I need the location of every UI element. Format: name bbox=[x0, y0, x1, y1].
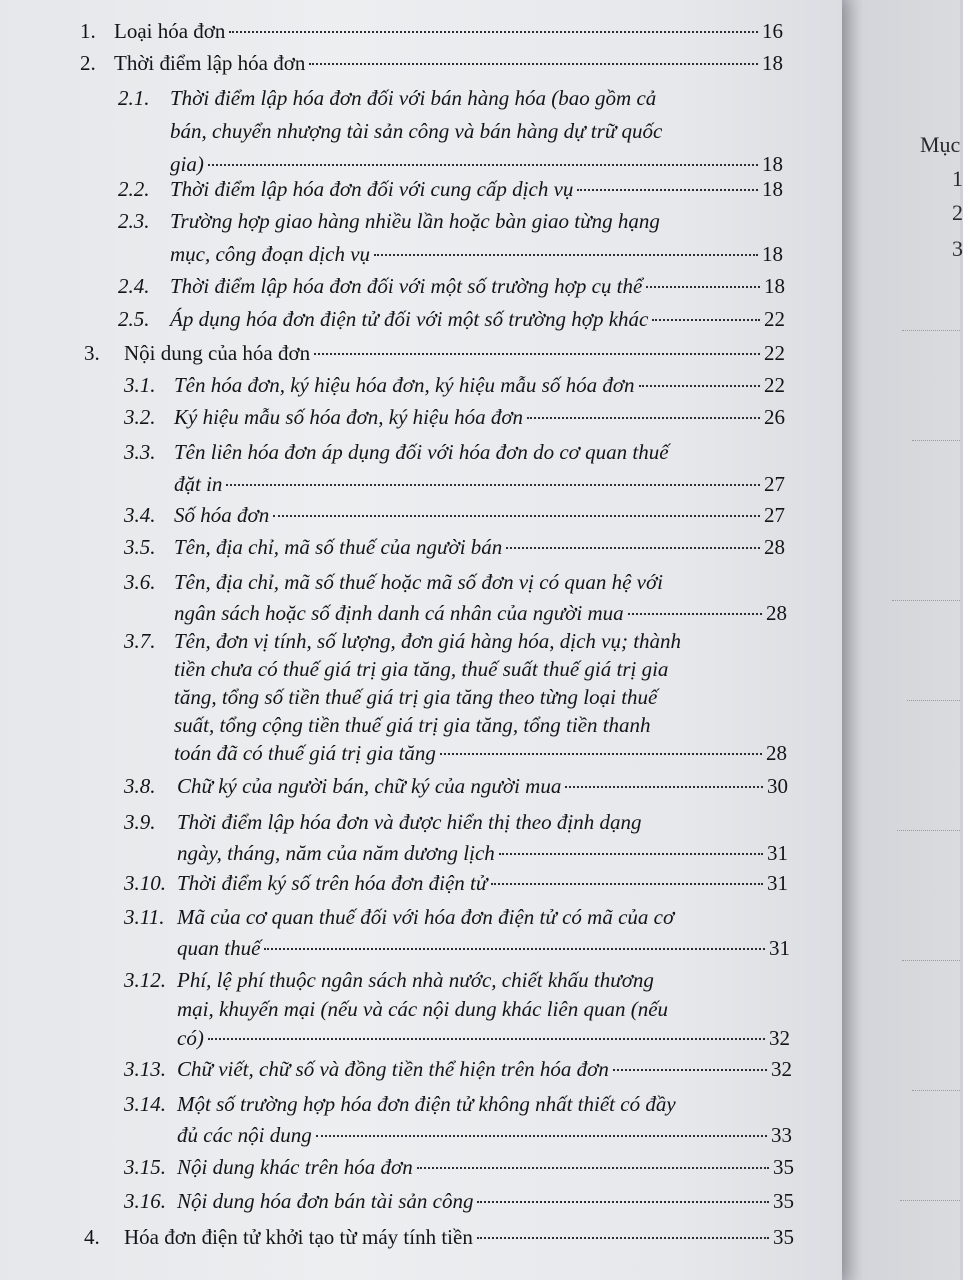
toc-entry-title-line: Thời điểm lập hóa đơn đối với bán hàng hóa (bao gồm cả bbox=[170, 86, 657, 110]
toc-entry-number: 3.14. bbox=[124, 1092, 166, 1116]
bleed-through-line bbox=[900, 1200, 960, 1201]
toc-entry-title-line: Một số trường hợp hóa đơn điện tử không nhất thiết có đầy bbox=[177, 1092, 676, 1116]
toc-entry-number: 2.5. bbox=[118, 307, 150, 331]
toc-page-number: 35 bbox=[773, 1189, 794, 1213]
toc-page-number: 18 bbox=[762, 152, 783, 176]
toc-entry-title-line: Thời điểm lập hóa đơn và được hiển thị theo định dạng bbox=[177, 810, 642, 834]
toc-page-number: 33 bbox=[771, 1123, 792, 1147]
toc-entry-title-line: Tên, địa chỉ, mã số thuế của người bán bbox=[174, 535, 503, 559]
toc-entry-title-line: Loại hóa đơn bbox=[114, 19, 226, 43]
toc-entry-title-line: Thời điểm lập hóa đơn đối với một số trường hợp cụ thể bbox=[170, 274, 643, 298]
toc-entry-title-line: Phí, lệ phí thuộc ngân sách nhà nước, chiết khấu thương bbox=[177, 968, 654, 992]
toc-entry-number: 2. bbox=[80, 51, 96, 75]
toc-page-number: 32 bbox=[771, 1057, 792, 1081]
toc-entry bbox=[0, 304, 842, 334]
toc-entry-title-line: mại, khuyến mại (nếu và các nội dung khác liên quan (nếu bbox=[177, 997, 669, 1021]
bleed-through-line bbox=[897, 830, 960, 831]
toc-page-number: 35 bbox=[773, 1155, 794, 1179]
toc-entry-title-line: Nội dung của hóa đơn bbox=[124, 341, 311, 365]
toc-page-number: 26 bbox=[764, 405, 785, 429]
toc-entry-number: 1. bbox=[80, 19, 96, 43]
toc-page-number: 31 bbox=[767, 841, 788, 865]
dot-leader bbox=[477, 1201, 769, 1203]
toc-entry-title-line: toán đã có thuế giá trị gia tăng bbox=[174, 741, 436, 765]
bleed-through-line bbox=[902, 960, 960, 961]
toc-entry bbox=[0, 771, 842, 801]
toc-page-number: 31 bbox=[769, 936, 790, 960]
toc-entry-number: 2.1. bbox=[118, 86, 150, 110]
dot-leader bbox=[628, 613, 762, 615]
toc-entry bbox=[0, 338, 842, 368]
dot-leader bbox=[264, 948, 765, 950]
toc-entry-title-line: Tên, địa chỉ, mã số thuế hoặc mã số đơn vị có quan hệ với bbox=[174, 570, 664, 594]
toc-entry bbox=[0, 206, 842, 269]
toc-page-number: 18 bbox=[762, 242, 783, 266]
toc-page-number: 22 bbox=[764, 341, 785, 365]
toc-entry-title-line: Thời điểm ký số trên hóa đơn điện tử bbox=[177, 871, 488, 895]
bleed-through-line bbox=[907, 700, 960, 701]
toc-entry-last-line bbox=[177, 1023, 790, 1053]
toc-entry-last-line bbox=[177, 1120, 792, 1150]
toc-page-number: 30 bbox=[767, 774, 788, 798]
toc-entry-last-line bbox=[174, 402, 785, 432]
toc-entry-last-line bbox=[174, 500, 785, 530]
dot-leader bbox=[314, 353, 760, 355]
toc-entry-number: 2.2. bbox=[118, 177, 150, 201]
dot-leader bbox=[208, 1038, 765, 1040]
toc-entry-title-line: tăng, tổng số tiền thuế giá trị gia tăng theo từng loại thuế bbox=[174, 685, 658, 709]
toc-entry-number: 3.15. bbox=[124, 1155, 166, 1179]
toc-entry bbox=[0, 1152, 842, 1182]
adjacent-page-numeral: 1 bbox=[952, 166, 963, 191]
toc-entry-title-line: tiền chưa có thuế giá trị gia tăng, thuế suất thuế giá trị gia bbox=[174, 657, 669, 681]
toc-entry-last-line bbox=[174, 370, 785, 400]
toc-entry bbox=[0, 48, 842, 78]
dot-leader bbox=[646, 286, 760, 288]
dot-leader bbox=[316, 1135, 767, 1137]
toc-entry bbox=[0, 437, 842, 499]
toc-entry-last-line bbox=[114, 48, 783, 78]
toc-entry-number: 2.4. bbox=[118, 274, 150, 298]
toc-entry-title-line: Tên hóa đơn, ký hiệu hóa đơn, ký hiệu mẫu số hóa đơn bbox=[174, 373, 635, 397]
toc-entry-title-line: ngân sách hoặc số định danh cá nhân của người mua bbox=[174, 601, 624, 625]
toc-entry-number: 3.13. bbox=[124, 1057, 166, 1081]
toc-entry-number: 3.11. bbox=[124, 905, 165, 929]
toc-page-number: 28 bbox=[766, 601, 787, 625]
toc-entry-number: 3.6. bbox=[124, 570, 156, 594]
dot-leader bbox=[499, 853, 763, 855]
toc-entry bbox=[0, 1222, 842, 1252]
dot-leader bbox=[613, 1069, 767, 1071]
toc-page-number: 32 bbox=[769, 1026, 790, 1050]
toc-entry-number: 3.4. bbox=[124, 503, 156, 527]
dot-leader bbox=[506, 547, 760, 549]
toc-entry-title-line: quan thuế bbox=[177, 936, 261, 960]
toc-entry bbox=[0, 500, 842, 530]
dot-leader bbox=[440, 753, 762, 755]
dot-leader bbox=[527, 417, 760, 419]
toc-entry-number: 3.16. bbox=[124, 1189, 166, 1213]
dot-leader bbox=[639, 385, 760, 387]
toc-entry-last-line bbox=[177, 1186, 794, 1216]
dot-leader bbox=[577, 189, 758, 191]
toc-entry-title-line: Thời điểm lập hóa đơn bbox=[114, 51, 306, 75]
toc-entry bbox=[0, 271, 842, 301]
toc-entry-number: 3. bbox=[84, 341, 100, 365]
toc-entry-title-line: Tên, đơn vị tính, số lượng, đơn giá hàng hóa, dịch vụ; thành bbox=[174, 629, 682, 653]
toc-entry-last-line bbox=[170, 174, 783, 204]
toc-entry-title-line: Thời điểm lập hóa đơn đối với cung cấp dịch vụ bbox=[170, 177, 574, 201]
toc-entry bbox=[0, 370, 842, 400]
toc-entry-last-line bbox=[174, 532, 785, 562]
toc-entry-last-line bbox=[177, 868, 788, 898]
toc-entry-last-line bbox=[177, 838, 788, 868]
toc-entry-last-line bbox=[177, 771, 788, 801]
toc-page-number: 22 bbox=[764, 307, 785, 331]
toc-entry-last-line bbox=[177, 1152, 794, 1182]
toc-page-number: 18 bbox=[764, 274, 785, 298]
toc-entry-number: 3.9. bbox=[124, 810, 156, 834]
dot-leader bbox=[491, 883, 763, 885]
toc-entry-title-line: có) bbox=[177, 1026, 204, 1050]
toc-entry-last-line bbox=[170, 239, 783, 269]
toc-entry-number: 3.12. bbox=[124, 968, 166, 992]
dot-leader bbox=[417, 1167, 769, 1169]
toc-entry-last-line bbox=[174, 738, 787, 768]
adjacent-page-heading: Mục bbox=[920, 132, 961, 157]
toc-entry bbox=[0, 83, 842, 179]
toc-entry bbox=[0, 902, 842, 963]
bleed-through-line bbox=[902, 330, 960, 331]
dot-leader bbox=[374, 254, 758, 256]
toc-entry-number: 3.1. bbox=[124, 373, 156, 397]
toc-entry-title-line: Ký hiệu mẫu số hóa đơn, ký hiệu hóa đơn bbox=[174, 405, 524, 429]
toc-page-number: 18 bbox=[762, 51, 783, 75]
toc-entry bbox=[0, 1054, 842, 1084]
toc-entry bbox=[0, 807, 842, 868]
adjacent-page-numeral: 3 bbox=[952, 236, 963, 261]
toc-entry bbox=[0, 174, 842, 204]
toc-entry-number: 3.5. bbox=[124, 535, 156, 559]
adjacent-page-numeral: 2 bbox=[952, 200, 963, 225]
bleed-through-line bbox=[912, 440, 960, 441]
toc-entry bbox=[0, 1089, 842, 1150]
toc-entry-last-line bbox=[177, 933, 790, 963]
toc-entry-last-line bbox=[174, 469, 785, 499]
toc-page-number: 35 bbox=[773, 1225, 794, 1249]
toc-entry-number: 3.3. bbox=[124, 440, 156, 464]
toc-entry bbox=[0, 868, 842, 898]
toc-entry-number: 2.3. bbox=[118, 209, 150, 233]
toc-entry-number: 3.7. bbox=[124, 629, 156, 653]
toc-entry-title-line: bán, chuyển nhượng tài sản công và bán hàng dự trữ quốc bbox=[170, 119, 663, 143]
bleed-through-line bbox=[912, 1090, 960, 1091]
toc-entry-title-line: gia) bbox=[170, 152, 204, 176]
dot-leader bbox=[273, 515, 760, 517]
dot-leader bbox=[229, 31, 758, 33]
toc-entry-title-line: Số hóa đơn bbox=[174, 503, 270, 527]
toc-entry bbox=[0, 402, 842, 432]
toc-page-number: 28 bbox=[764, 535, 785, 559]
toc-entry bbox=[0, 567, 842, 628]
toc-entry-title-line: Tên liên hóa đơn áp dụng đối với hóa đơn do cơ quan thuế bbox=[174, 440, 669, 464]
toc-entry-title-line: mục, công đoạn dịch vụ bbox=[170, 242, 371, 266]
dot-leader bbox=[652, 319, 760, 321]
dot-leader bbox=[565, 786, 763, 788]
toc-entry-title-line: Chữ ký của người bán, chữ ký của người mua bbox=[177, 774, 562, 798]
toc-entry-number: 3.2. bbox=[124, 405, 156, 429]
toc-entry-title-line: đủ các nội dung bbox=[177, 1123, 312, 1147]
dot-leader bbox=[477, 1237, 769, 1239]
bleed-through-line bbox=[892, 600, 960, 601]
toc-entry-title-line: Nội dung hóa đơn bán tài sản công bbox=[177, 1189, 474, 1213]
toc-entry-title-line: Trường hợp giao hàng nhiều lần hoặc bàn giao từng hạng bbox=[170, 209, 660, 233]
toc-entry-title-line: Nội dung khác trên hóa đơn bbox=[177, 1155, 413, 1179]
toc-entry-last-line bbox=[124, 1222, 794, 1252]
adjacent-page bbox=[842, 0, 963, 1280]
toc-entry-number: 3.10. bbox=[124, 871, 166, 895]
toc-page-number: 18 bbox=[762, 177, 783, 201]
toc-entry bbox=[0, 965, 842, 1053]
toc-entry-last-line bbox=[124, 338, 785, 368]
toc-entry bbox=[0, 626, 842, 768]
dot-leader bbox=[226, 484, 760, 486]
toc-page-number: 22 bbox=[764, 373, 785, 397]
toc-entry-title-line: ngày, tháng, năm của năm dương lịch bbox=[177, 841, 495, 865]
toc-entry-last-line bbox=[170, 271, 785, 301]
toc-entry-title-line: đặt in bbox=[174, 472, 223, 496]
toc-entry-number: 4. bbox=[84, 1225, 100, 1249]
toc-entry-last-line bbox=[174, 598, 787, 628]
toc-page-number: 28 bbox=[766, 741, 787, 765]
toc-page-number: 27 bbox=[764, 503, 785, 527]
toc-entry-last-line bbox=[114, 16, 783, 46]
toc-entry-title-line: suất, tổng cộng tiền thuế giá trị gia tăng, tổng tiền thanh bbox=[174, 713, 651, 737]
toc-entry-title-line: Mã của cơ quan thuế đối với hóa đơn điện tử có mã của cơ bbox=[177, 905, 675, 929]
toc-entry-last-line bbox=[170, 304, 785, 334]
dot-leader bbox=[309, 63, 758, 65]
toc-entry bbox=[0, 16, 842, 46]
toc-entry-title-line: Áp dụng hóa đơn điện tử đối với một số trường hợp khác bbox=[170, 307, 649, 331]
toc-entry bbox=[0, 532, 842, 562]
toc-entry bbox=[0, 1186, 842, 1216]
toc-page-number: 31 bbox=[767, 871, 788, 895]
toc-page-number: 27 bbox=[764, 472, 785, 496]
dot-leader bbox=[208, 164, 758, 166]
toc-entry-title-line: Hóa đơn điện tử khởi tạo từ máy tính tiền bbox=[124, 1225, 473, 1249]
toc-entry-last-line bbox=[177, 1054, 792, 1084]
toc-entry-title-line: Chữ viết, chữ số và đồng tiền thể hiện trên hóa đơn bbox=[177, 1057, 609, 1081]
toc-page-number: 16 bbox=[762, 19, 783, 43]
toc-entry-number: 3.8. bbox=[124, 774, 156, 798]
